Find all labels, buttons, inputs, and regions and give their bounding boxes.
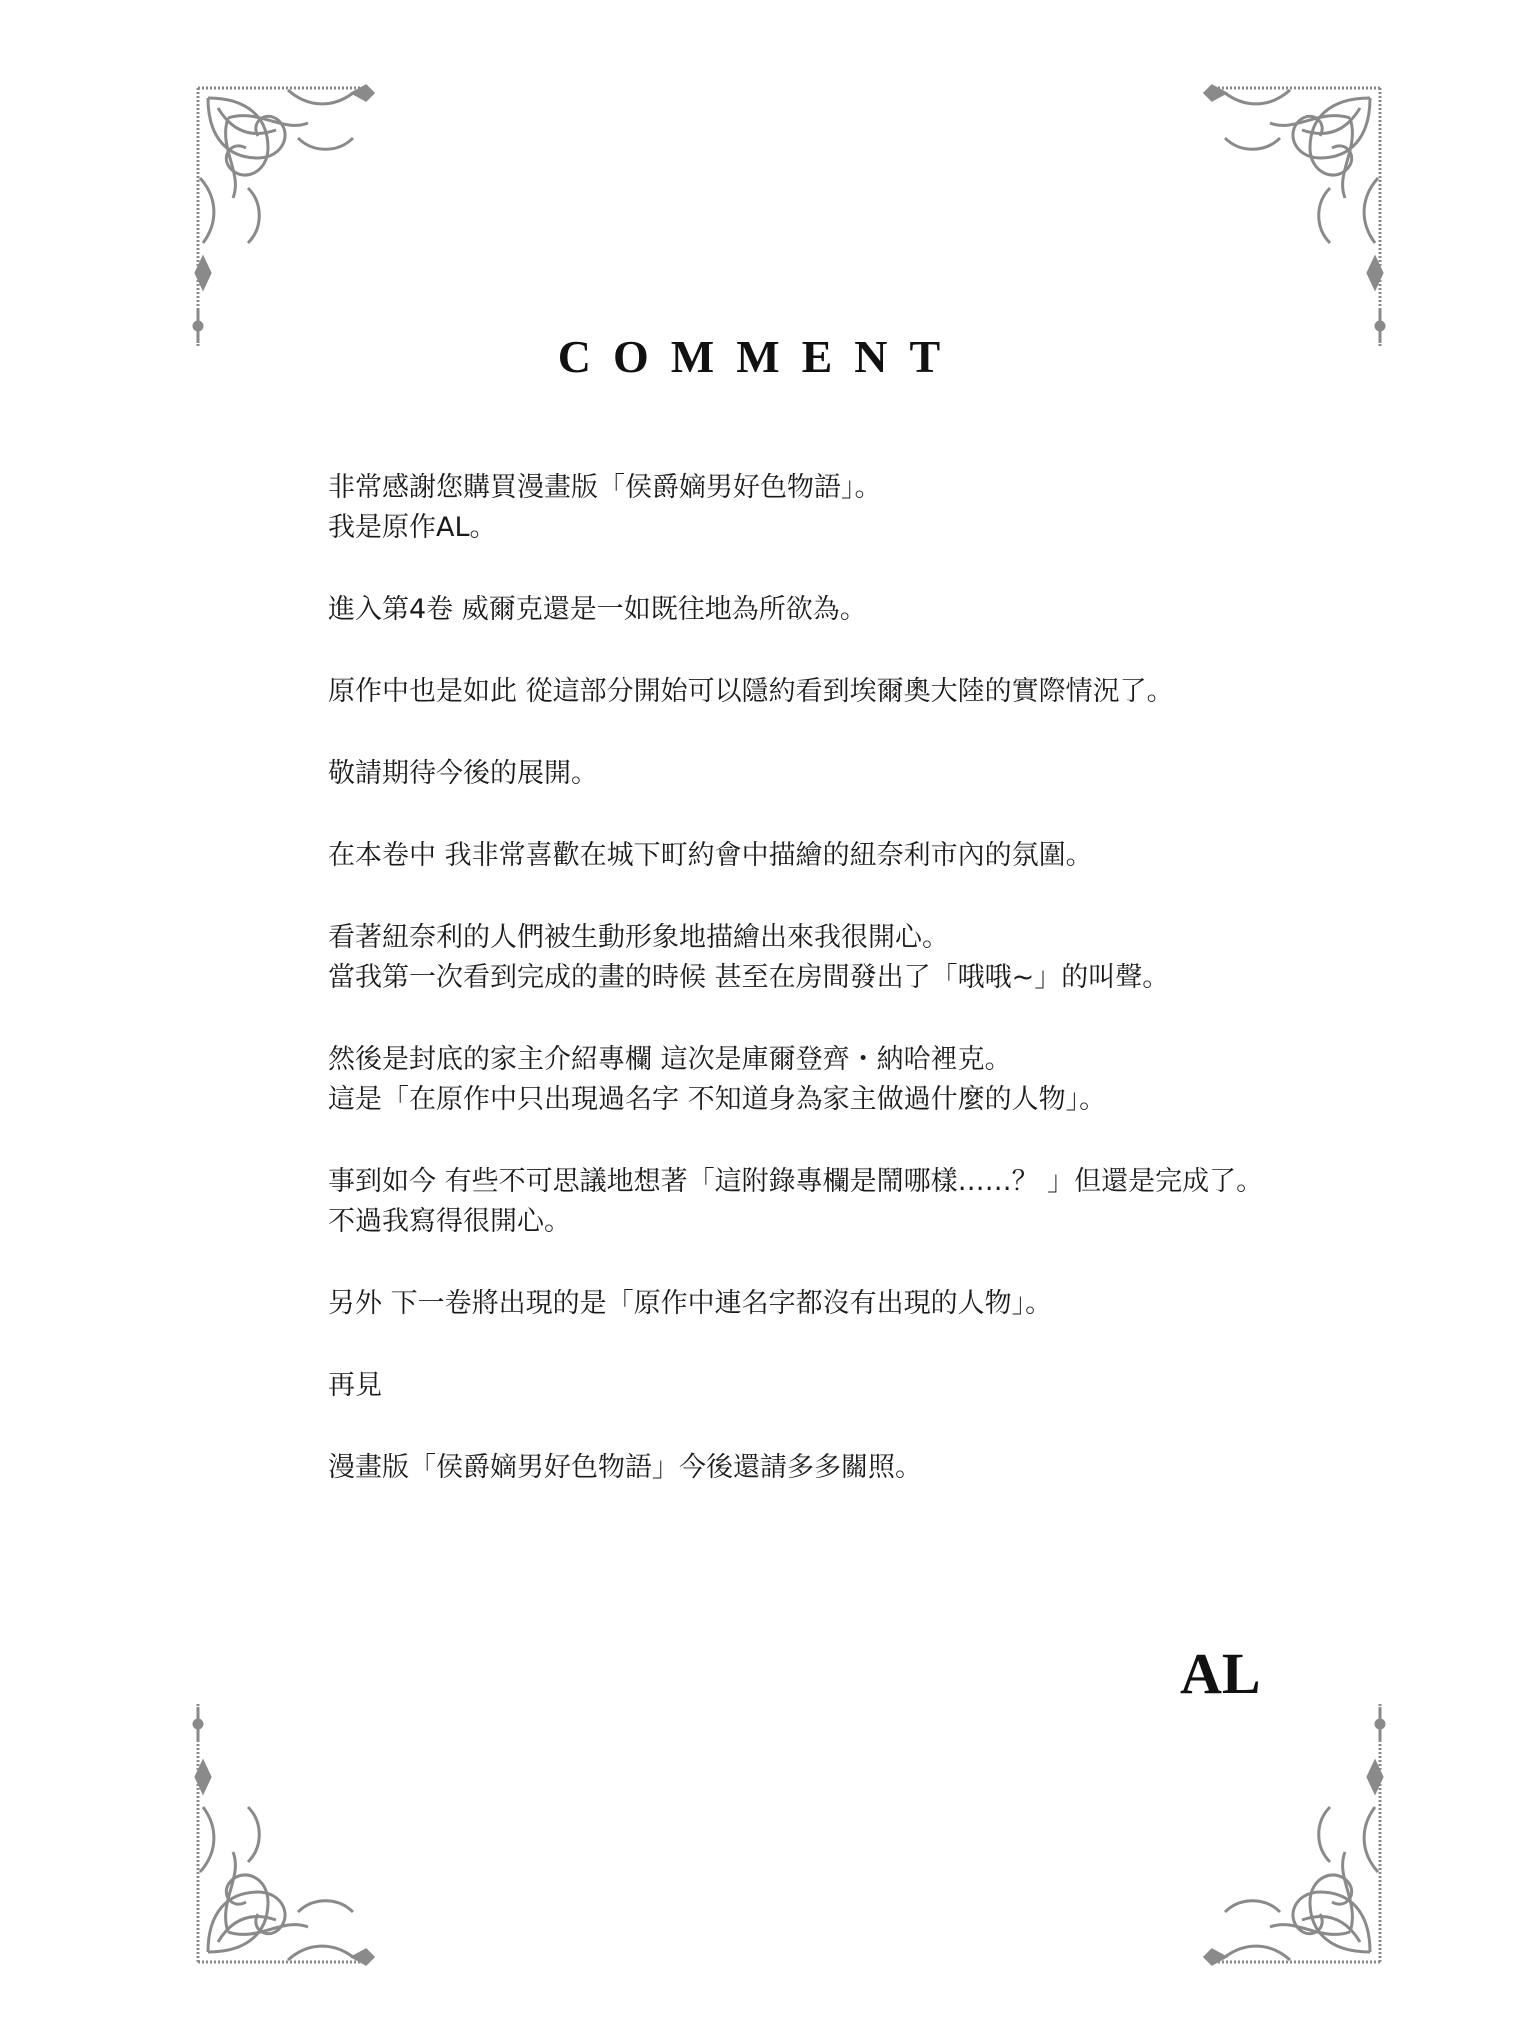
text-line: 這是「在原作中只出現過名字 不知道身為家主做過什麼的人物」。 [328, 1084, 1107, 1115]
paragraph [328, 754, 1468, 794]
paragraph [328, 1448, 1468, 1488]
paragraph [328, 1162, 1468, 1242]
paragraph [328, 590, 1468, 630]
paragraph [328, 1366, 1468, 1406]
paragraph [328, 1040, 1468, 1120]
author-signature: AL [1180, 1641, 1261, 1706]
top-right-ornament-icon [1200, 78, 1390, 358]
text-line: 看著紐奈利的人們被生動形象地描繪出來我很開心。 [328, 922, 949, 953]
text-line: 再見 [328, 1370, 382, 1401]
text-line: 原作中也是如此 從這部分開始可以隱約看到埃爾奧大陸的實際情況了。 [328, 676, 1174, 707]
paragraph [328, 918, 1468, 998]
text-line: 然後是封底的家主介紹專欄 這次是庫爾登齊・納哈裡克。 [328, 1044, 1012, 1075]
comment-body [328, 468, 1468, 1530]
top-left-ornament-icon [188, 78, 378, 358]
text-line: 事到如今 有些不可思議地想著「這附錄專欄是鬧哪樣……？ 」但還是完成了。 [328, 1166, 1264, 1197]
page-title: COMMENT [557, 331, 963, 382]
paragraph [328, 468, 1468, 548]
text-line: 敬請期待今後的展開。 [328, 758, 598, 789]
paragraph [328, 1284, 1468, 1324]
text-line: 非常感謝您購買漫畫版「侯爵嫡男好色物語」。 [328, 472, 882, 503]
text-line: 進入第4卷 威爾克還是一如既往地為所欲為。 [328, 594, 867, 625]
text-line: 當我第一次看到完成的畫的時候 甚至在房間發出了「哦哦~」的叫聲。 [328, 962, 1170, 993]
text-line: 另外 下一卷將出現的是「原作中連名字都沒有出現的人物」。 [328, 1288, 1053, 1319]
paragraph [328, 672, 1468, 712]
paragraph [328, 836, 1468, 876]
text-line: 在本卷中 我非常喜歡在城下町約會中描繪的紐奈利市內的氛圍。 [328, 840, 1093, 871]
text-line: 我是原作AL。 [328, 512, 497, 543]
text-line: 漫畫版「侯爵嫡男好色物語」今後還請多多關照。 [328, 1452, 922, 1483]
bottom-right-ornament-icon [1200, 1692, 1390, 1972]
text-line: 不過我寫得很開心。 [328, 1206, 571, 1237]
bottom-left-ornament-icon [188, 1692, 378, 1972]
